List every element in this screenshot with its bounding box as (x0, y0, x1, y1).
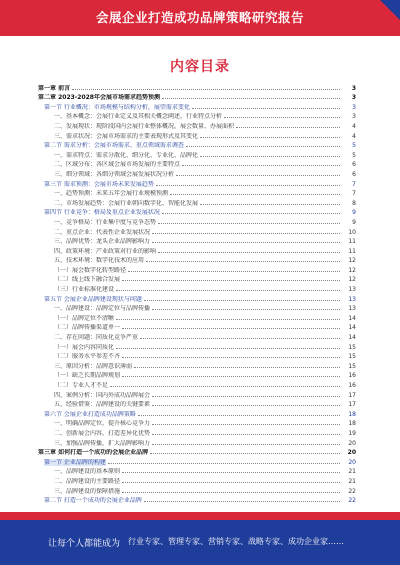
toc-entry-label: （二）专业人才不足 (54, 382, 109, 389)
toc-entry-label: 一、需求特点：需求分散化、细分化、专业化、品牌化 (54, 151, 199, 159)
toc-leader-dots (134, 367, 340, 368)
toc-page-number: 13 (348, 305, 356, 313)
toc-page-number: 19 (348, 429, 356, 437)
toc-leader-dots (152, 233, 340, 234)
toc-page-number: 12 (348, 266, 356, 274)
toc-page-number: 13 (348, 295, 356, 303)
toc-leader-dots (138, 415, 340, 416)
toc-entry-label: （一）品牌定位不清晰 (54, 314, 115, 322)
toc-entry[interactable] (38, 149, 356, 159)
toc-entry[interactable] (38, 92, 356, 102)
toc-leader-dots (144, 300, 340, 301)
toc-page-number: 6 (352, 170, 356, 178)
toc-leader-dots (162, 213, 340, 214)
toc-page-number: 17 (348, 401, 356, 409)
toc-entry[interactable] (38, 111, 356, 121)
toc-entry[interactable] (38, 322, 356, 332)
toc-entry[interactable] (38, 341, 356, 351)
toc-page-number: 3 (351, 94, 356, 102)
toc-entry[interactable] (38, 293, 356, 303)
toc-entry-label: 一、趋势预测：未来五年会展行业规模预测 (54, 190, 169, 198)
toc-entry-label: 第一节 行业概况：市场规模与结构分析，展望需求变化 (44, 103, 190, 111)
toc-leader-dots (152, 444, 340, 445)
toc-entry-label: 二、存在问题：同质化竞争严重 (54, 334, 139, 342)
toc-page-number: 4 (352, 132, 356, 140)
toc-page-number: 9 (352, 218, 356, 226)
toc-leader-dots (200, 137, 340, 138)
toc-entry-label: （二）线上线下融合发展 (54, 276, 121, 284)
toc-leader-dots (116, 290, 340, 291)
toc-entry-label: 第一章 前言 (38, 84, 71, 92)
toc-entry-label: 三、细分领域：各细分领域会展发展状况分析 (54, 170, 175, 178)
toc-leader-dots (236, 127, 340, 128)
toc-entry[interactable] (38, 188, 356, 198)
toc-page-number: 14 (348, 314, 356, 322)
toc-entry[interactable] (38, 178, 356, 188)
toc-page-number: 18 (348, 420, 356, 428)
toc-entry[interactable] (38, 283, 356, 293)
toc-leader-dots (158, 223, 340, 224)
toc-entry[interactable] (38, 255, 356, 265)
toc-entry[interactable] (38, 351, 356, 361)
toc-page-number: 8 (352, 199, 356, 207)
toc-page-number: 13 (348, 286, 356, 294)
toc-entry[interactable] (38, 418, 356, 428)
toc-entry-label: 二、创新展会内容，打造差异化优势 (54, 429, 151, 437)
toc-leader-dots (152, 434, 340, 435)
toc-entry[interactable] (38, 456, 356, 466)
toc-entry-label: 三、加强品牌传播，扩大品牌影响力 (54, 439, 151, 447)
toc-page-number: 15 (348, 353, 356, 361)
toc-page-number: 20 (348, 439, 356, 447)
toc-entry-label: 二、重点企业：代表性企业发展状况 (54, 228, 151, 236)
toc-page-number: 21 (348, 468, 356, 476)
toc-entry[interactable] (38, 120, 356, 130)
toc-entry[interactable] (38, 216, 356, 226)
toc-page-number: 22 (348, 487, 356, 495)
toc-leader-dots (156, 185, 340, 186)
toc-page-number: 5 (352, 142, 356, 150)
toc-entry-label: 三、原因分析：品牌意识薄弱 (54, 362, 133, 370)
toc-entry-label: （三）行业标准化建设 (54, 286, 115, 294)
toc-leader-dots (144, 501, 340, 502)
toc-leader-dots (122, 482, 340, 483)
toc-entry-label: 二、发展现状：现阶段国内会展行业整体概况，展会数量、办展面积 (54, 122, 235, 130)
toc-leader-dots (108, 463, 340, 464)
toc-title: 内容目录 (170, 59, 230, 75)
toc-entry-label: 五、经验借鉴：品牌建设的关键要素 (54, 401, 151, 409)
toc-page-number: 15 (348, 343, 356, 351)
toc-leader-dots (122, 472, 340, 473)
toc-entry-label: 第三章 如何打造一个成功的会展企业品牌 (38, 449, 149, 457)
toc-entry-label: （一）展会数字化转型路径 (54, 266, 127, 274)
toc-entry[interactable] (38, 303, 356, 313)
toc-leader-dots (182, 165, 340, 166)
toc-leader-dots (176, 175, 340, 176)
toc-entry-label: 一、明确品牌定位，提升核心竞争力 (54, 420, 151, 428)
toc-page-number: 16 (348, 372, 356, 380)
toc-entry-label: 第二章 2023-2028年会展市场需求趋势预测 (38, 94, 160, 102)
toc-entry-label: 二、品牌建设的主要路径 (54, 477, 121, 485)
toc-entry-label: 第六节 会展企业打造成功品牌策略 (44, 410, 136, 418)
toc-entry[interactable] (38, 159, 356, 169)
toc-entry[interactable] (38, 101, 356, 111)
toc-entry[interactable] (38, 274, 356, 284)
toc-entry-label: 四、政策环境：产业政策对行业的影响 (54, 247, 157, 255)
toc-entry[interactable] (38, 264, 356, 274)
toc-entry-label: 三、品牌优势：龙头企业品牌影响力 (54, 238, 151, 246)
toc-leader-dots (200, 204, 340, 205)
toc-entry[interactable] (38, 140, 356, 150)
toc-entry[interactable] (38, 379, 356, 389)
toc-entry-label: 一、品牌建设：品牌定位与品牌传播 (54, 305, 151, 313)
toc-entry[interactable] (38, 466, 356, 476)
table-of-contents (38, 82, 356, 504)
toc-entry-label: （一）展会内容同质化 (54, 343, 115, 351)
toc-entry[interactable] (38, 360, 356, 370)
toc-page-number: 14 (348, 324, 356, 332)
toc-leader-dots (200, 156, 340, 157)
toc-entry-label: 三、需求状况：会展市场需求的主要表现形式及其变化 (54, 132, 199, 140)
toc-page-number: 15 (348, 362, 356, 370)
toc-page-number: 12 (348, 276, 356, 284)
toc-entry[interactable] (38, 236, 356, 246)
toc-leader-dots (122, 280, 340, 281)
toc-leader-dots (72, 89, 340, 90)
toc-leader-dots (122, 376, 340, 377)
toc-leader-dots (158, 252, 340, 253)
toc-entry-label: 一、基本概念：会展行业定义及其相关概念阐述，行业特点分析 (54, 113, 223, 121)
toc-leader-dots (170, 194, 340, 195)
footer-tagline: 行业专家、管理专家、营销专家、战略专家、成功企业家…… (128, 537, 344, 546)
toc-entry-label: 二、市场发展趋势：会展行业朝向数字化、智能化发展 (54, 199, 199, 207)
toc-entry[interactable] (38, 427, 356, 437)
toc-entry[interactable] (38, 370, 356, 380)
toc-entry[interactable] (38, 331, 356, 341)
report-title: 会展企业打造成功品牌策略研究报告 (95, 10, 304, 25)
toc-leader-dots (150, 453, 340, 454)
toc-leader-dots (152, 242, 340, 243)
toc-entry[interactable] (38, 437, 356, 447)
toc-leader-dots (152, 424, 340, 425)
toc-page-number: 4 (352, 122, 356, 130)
toc-page-number: 3 (351, 84, 356, 92)
toc-leader-dots (140, 338, 340, 339)
toc-entry[interactable] (38, 82, 356, 92)
toc-page-number: 11 (348, 247, 356, 255)
toc-leader-dots (186, 146, 340, 147)
toc-entry[interactable] (38, 495, 356, 505)
toc-entry-label: 第四节 行业竞争：格局及重点企业发展状况 (44, 209, 160, 217)
toc-entry[interactable] (38, 130, 356, 140)
toc-entry-label: 一、品牌建设的基本原则 (54, 468, 121, 476)
toc-entry-label: （二）品牌传播渠道单一 (54, 324, 121, 332)
toc-entry-label: 第二节 需求分析：会展市场需求、重点领域需求调查 (44, 142, 184, 150)
toc-entry-label: 二、区域分布：各区域会展市场发展的主要特点 (54, 161, 181, 169)
toc-entry[interactable] (38, 447, 356, 457)
toc-leader-dots (122, 357, 340, 358)
toc-entry-label: 第五节 会展企业品牌建设现状与问题 (44, 295, 142, 303)
toc-page-number: 11 (348, 238, 356, 246)
toc-entry[interactable] (38, 399, 356, 409)
toc-entry[interactable] (38, 197, 356, 207)
header-bar (0, 0, 400, 36)
toc-leader-dots (128, 271, 340, 272)
toc-entry-label: （一）缺乏长期品牌规划 (54, 372, 121, 380)
toc-entry[interactable] (38, 226, 356, 236)
toc-page-number: 7 (352, 180, 356, 188)
footer-accent-band (0, 512, 400, 520)
toc-entry[interactable] (38, 485, 356, 495)
toc-page-number: 20 (348, 458, 356, 466)
toc-page-number: 10 (348, 228, 356, 236)
toc-page-number: 17 (348, 391, 356, 399)
toc-leader-dots (152, 309, 340, 310)
toc-page-number: 9 (352, 209, 356, 217)
toc-leader-dots (152, 405, 340, 406)
toc-entry-label: 五、技术环境：数字化技术的应用 (54, 257, 145, 265)
toc-page-number: 6 (352, 161, 356, 169)
toc-leader-dots (162, 98, 340, 99)
toc-entry[interactable] (38, 408, 356, 418)
toc-entry-label: 第二节 打造一个成功的会展企业品牌 (44, 497, 142, 505)
footer-slogan: 让每个人都能成为 (48, 539, 121, 549)
toc-page-number: 14 (348, 334, 356, 342)
toc-page-number: 3 (352, 113, 356, 121)
toc-entry-label: 第一节 企业品牌的构建 (44, 458, 106, 466)
toc-entry[interactable] (38, 245, 356, 255)
toc-entry-label: 四、案例分析：国内外成功品牌展会 (54, 391, 151, 399)
toc-entry[interactable] (38, 168, 356, 178)
toc-entry-label: （二）服务水平参差不齐 (54, 353, 121, 361)
toc-entry[interactable] (38, 475, 356, 485)
toc-entry[interactable] (38, 389, 356, 399)
toc-page-number: 21 (348, 477, 356, 485)
toc-leader-dots (122, 328, 340, 329)
toc-page-number: 7 (352, 190, 356, 198)
toc-entry-label: 三、品牌建设的保障措施 (54, 487, 121, 495)
toc-leader-dots (224, 117, 340, 118)
toc-leader-dots (110, 386, 340, 387)
toc-page-number: 12 (348, 257, 356, 265)
toc-entry[interactable] (38, 207, 356, 217)
toc-leader-dots (116, 319, 340, 320)
toc-page-number: 18 (348, 410, 356, 418)
toc-leader-dots (192, 108, 340, 109)
toc-page-number: 5 (352, 151, 356, 159)
toc-page-number: 20 (347, 449, 356, 457)
toc-entry-label: 第三节 需求预测：会展市场未来发展趋势 (44, 180, 154, 188)
toc-page-number: 3 (352, 103, 356, 111)
toc-leader-dots (122, 492, 340, 493)
toc-leader-dots (146, 261, 340, 262)
toc-leader-dots (116, 348, 340, 349)
toc-entry[interactable] (38, 312, 356, 322)
toc-page-number: 22 (348, 497, 356, 505)
toc-page-number: 16 (348, 382, 356, 389)
toc-entry-label: 一、竞争格局：行业集中度与竞争态势 (54, 218, 157, 226)
toc-leader-dots (152, 396, 340, 397)
